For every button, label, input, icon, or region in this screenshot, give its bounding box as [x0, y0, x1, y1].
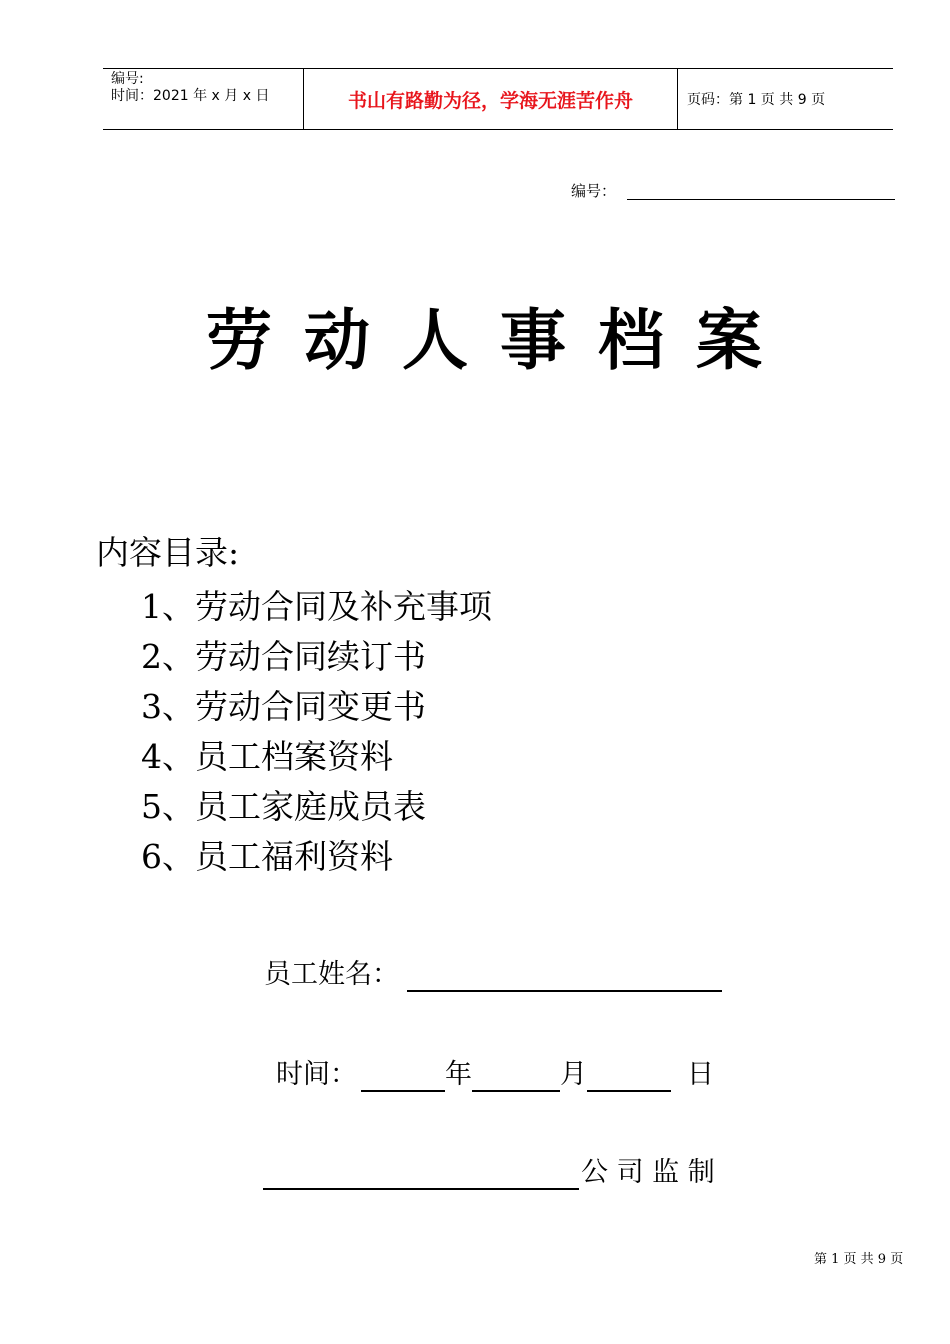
header-page-cell: [678, 69, 893, 129]
toc-item: 2、劳动合同续订书: [141, 637, 426, 676]
header-page-info: 页码：第 1 页 共 9 页: [687, 92, 826, 108]
serial-number-blank: [627, 199, 895, 200]
date-field: [276, 1058, 714, 1092]
toc-list: [141, 582, 492, 882]
company-blank: [263, 1162, 579, 1190]
day-label: 日: [687, 1059, 714, 1090]
employee-name-label: 员工姓名：: [264, 959, 399, 990]
serial-number-label: 编号：: [571, 182, 617, 200]
company-label: 公 司 监 制: [581, 1157, 715, 1188]
year-blank: [361, 1064, 445, 1092]
toc-item: 3、劳动合同变更书: [141, 687, 426, 726]
page-header: [103, 68, 893, 130]
employee-name-field: [264, 958, 722, 992]
header-motto-cell: [304, 69, 678, 129]
toc-item: 4、员工档案资料: [141, 737, 393, 776]
page-title: 劳动人事档案: [206, 301, 794, 379]
toc-item: 1、劳动合同及补充事项: [141, 587, 492, 626]
page-footer: 第 1 页 共 9 页: [814, 1252, 904, 1267]
header-motto: 书山有路勤为径，学海无涯苦作舟: [347, 89, 633, 112]
toc-item: 6、员工福利资料: [141, 837, 393, 876]
header-left-cell: [103, 69, 304, 129]
time-label: 时间：: [276, 1059, 357, 1090]
toc-item: 5、员工家庭成员表: [141, 787, 426, 826]
header-serial-label: 编号:: [111, 71, 144, 87]
month-label: 月: [560, 1059, 587, 1090]
year-label: 年: [445, 1059, 472, 1090]
employee-name-blank: [407, 964, 722, 992]
month-blank: [472, 1064, 560, 1092]
header-time: 时间：2021 年 x 月 x 日: [111, 88, 270, 104]
toc-heading: 内容目录:: [96, 533, 240, 572]
company-field: [263, 1156, 715, 1190]
day-blank: [587, 1064, 671, 1092]
